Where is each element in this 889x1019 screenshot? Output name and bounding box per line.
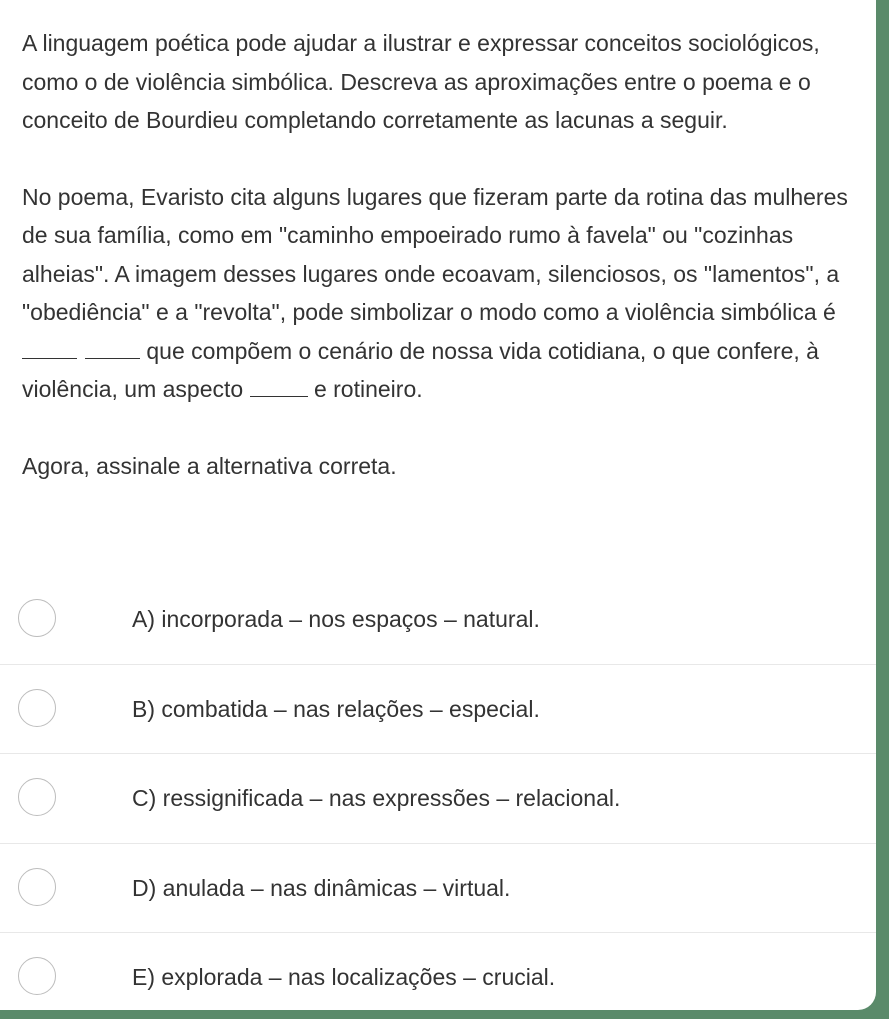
- option-label: D) anulada – nas dinâmicas – virtual.: [132, 874, 511, 901]
- option-label: E) explorada – nas localizações – crucial.: [132, 964, 556, 990]
- option-label: A) incorporada – nos espaços – natural.: [132, 606, 540, 632]
- question-block: [22, 24, 862, 485]
- radio-circle-icon[interactable]: [18, 868, 56, 906]
- radio-circle-icon[interactable]: [18, 599, 56, 637]
- blank-2: [85, 335, 140, 359]
- radio-circle-icon[interactable]: [18, 689, 56, 727]
- option-a[interactable]: [0, 575, 876, 665]
- question-passage: [22, 178, 862, 409]
- option-c[interactable]: [0, 754, 876, 844]
- answer-options: [0, 575, 876, 1010]
- option-label: B) combatida – nas relações – especial.: [132, 695, 540, 722]
- radio-circle-icon[interactable]: [18, 778, 56, 816]
- option-d[interactable]: [0, 844, 876, 934]
- passage-text-1: No poema, Evaristo cita alguns lugares que fizeram parte da rotina das mulheres de sua família, como em "caminho empoeirado rumo à favela" ou "cozinhas alheias". A imagem desses lugares onde ecoavam, silenciosos, os "lamentos", a "obediência" e a "revolta", pode simbolizar o modo como a violência simbólica é: [22, 183, 848, 325]
- spacer: [22, 140, 862, 178]
- option-e[interactable]: [0, 933, 876, 1010]
- passage-text-3: e rotineiro.: [307, 376, 423, 402]
- question-instruction: Agora, assinale a alternativa correta.: [22, 452, 397, 479]
- blank-gap: [77, 336, 85, 359]
- radio-circle-icon[interactable]: [18, 957, 56, 995]
- option-b[interactable]: [0, 665, 876, 755]
- passage-text-2: que compõem o cenário de nossa vida cotidiana, o que confere, à violência, um aspecto: [22, 337, 819, 402]
- blank-1: [22, 335, 77, 359]
- question-prompt: A linguagem poética pode ajudar a ilustrar e expressar conceitos sociológicos, como o de violência simbólica. Descreva as aproximações entre o poema e o conceito de Bourdieu completando corretamente as lacunas a seguir.: [22, 30, 820, 133]
- blank-3: [250, 373, 308, 397]
- option-label: C) ressignificada – nas expressões – relacional.: [132, 785, 621, 811]
- spacer: [22, 409, 862, 447]
